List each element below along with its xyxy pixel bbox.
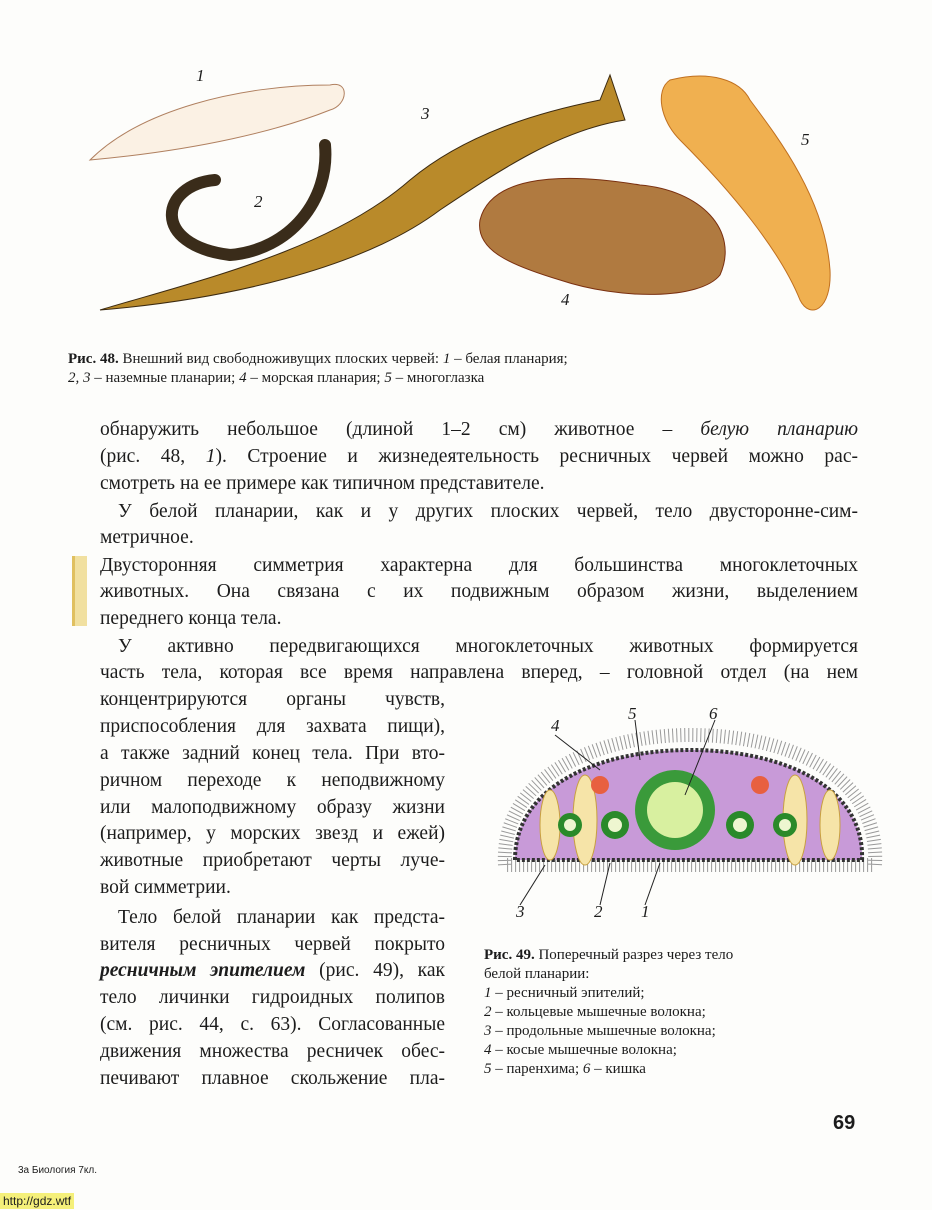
fig49-label-3: 3 [516,902,525,921]
footer-signature: 3a Биология 7кл. [18,1165,97,1176]
body-line: У белой планарии, как и у других плоских червей, тело двусторонне-сим- [118,501,858,522]
figure-49-illustration [490,715,890,915]
body-line: вой симметрии. [100,877,231,898]
highlight-line: животных. Она связана с их подвижным образом жизни, выделением [100,581,858,602]
fig48-label-3: 3 [421,104,430,123]
body-line: вителя ресничных червей покрыто [100,934,445,955]
body-line: (см. рис. 44, с. 63). Согласованные [100,1014,445,1035]
highlight-line: переднего конца тела. [100,608,282,629]
body-line: печивают плавное скольжение пла- [100,1068,445,1089]
body-line: (например, у морских звезд и ежей) [100,823,445,844]
body-line: концентрируются органы чувств, [100,689,445,710]
body-line: У активно передвигающихся многоклеточных животных формируется [118,636,858,657]
body-line: часть тела, которая все время направлена вперед, – головной отдел (на нем [100,662,858,683]
highlight-line: Двусторонняя симметрия характерна для большинства многоклеточных [100,555,858,576]
body-line: Тело белой планарии как предста- [118,907,445,928]
figure-48-caption: Рис. 48. Внешний вид свободноживущих плоских червей: 1 – белая планария; 2, 3 – наземные планарии; 4 – морская планария; 5 – многоглазка [68,351,568,386]
body-line: животные приобретают черты луче- [100,850,445,871]
fig49-label-4: 4 [551,716,560,735]
fig48-label-2: 2 [254,192,263,211]
highlight-bar [72,556,87,626]
fig49-label-5: 5 [628,704,637,723]
land-planarian-2 [172,145,326,255]
body-line: приспособления для захвата пищи), [100,716,445,737]
body-line: или малоподвижному образу жизни [100,797,445,818]
fig49-label-1: 1 [641,902,650,921]
fig48-label-5: 5 [801,130,810,149]
body-line: обнаружить небольшое (длиной 1–2 см) животное – белую планарию [100,419,858,440]
body-line: ресничным эпителием (рис. 49), как [100,960,445,981]
figure-48-illustration [80,60,840,340]
body-line: метричное. [100,527,194,548]
fig48-label-1: 1 [196,66,205,85]
body-line: а также задний конец тела. При вто- [100,743,445,764]
watermark-link[interactable]: http://gdz.wtf [0,1193,74,1209]
white-planarian [90,84,344,160]
fig48-label-4: 4 [561,290,570,309]
marine-planarian [480,178,726,294]
fig49-label-6: 6 [709,704,718,723]
body-line: смотреть на ее примере как типичном представителе. [100,473,545,494]
body-line: ричном переходе к неподвижному [100,770,445,791]
body-line: тело личинки гидроидных полипов [100,987,445,1008]
body-line: (рис. 48, 1). Строение и жизнедеятельность ресничных червей можно рас- [100,446,858,467]
figure-49-caption: Рис. 49. Поперечный разрез через тело белой планарии: 1 – ресничный эпителий; 2 – кольцевые мышечные волокна; 3 – продольные мышечные волокна; 4 – косые мышечные волокна; 5 – паренхима; 6 – кишка [484,947,734,1077]
page-number: 69 [833,1112,856,1134]
body-line: движения множества ресничек обес- [100,1041,445,1062]
fig49-label-2: 2 [594,902,603,921]
